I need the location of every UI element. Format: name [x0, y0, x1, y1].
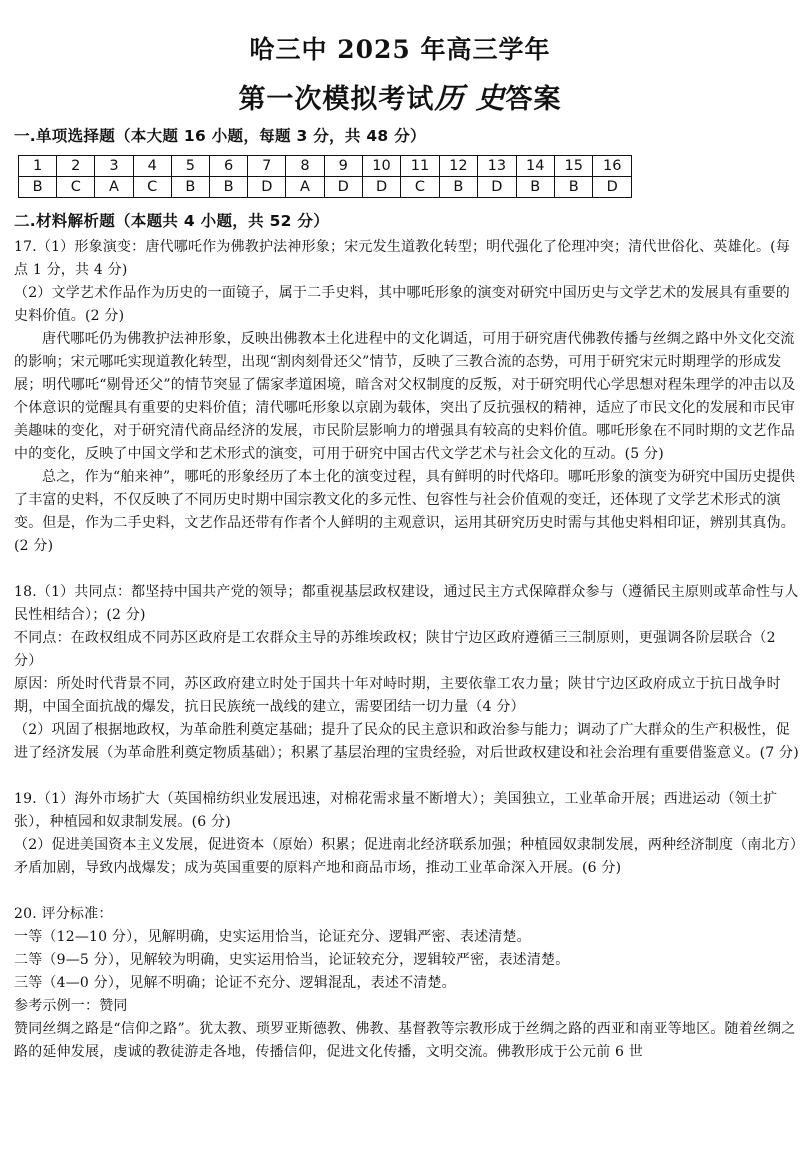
question-number: 10 — [362, 156, 400, 177]
question-number: 7 — [248, 156, 286, 177]
q18-reason: 原因：所处时代背景不同，苏区政府建立时处于国共十年对峙时期，主要依靠工农力量；陕甘宁边区政府成立于抗日战争时期，中国全面抗战的爆发，抗日民族统一战线的建立，需要团结一切力量（4 分） — [14, 676, 781, 715]
question-number: 3 — [95, 156, 133, 177]
q17-part2: （2）文学艺术作品作为历史的一面镜子，属于二手史料，其中哪吒形象的演变对研究中国历史与文学艺术的发展具有重要的史料价值。(2 分) — [14, 285, 790, 324]
title-part-answer: 答案 — [505, 84, 562, 115]
spacer — [14, 880, 800, 903]
answer-letter: B — [19, 177, 57, 198]
q20-grade3: 三等（4—0 分），见解不明确；论证不充分、逻辑混乱，表述不清楚。 — [14, 975, 456, 991]
answer-letter-row — [19, 177, 632, 198]
spacer — [14, 558, 800, 581]
question-number: 5 — [171, 156, 209, 177]
q20-grade1: 一等（12—10 分），见解明确，史实运用恰当，论证充分、逻辑严密、表述清楚。 — [14, 929, 531, 945]
question-number: 8 — [286, 156, 324, 177]
spacer — [14, 765, 800, 788]
answer-letter: A — [286, 177, 324, 198]
question-number: 11 — [401, 156, 439, 177]
answer-table — [18, 155, 632, 198]
question-number: 6 — [209, 156, 247, 177]
answer-letter: D — [324, 177, 362, 198]
answer-letter: D — [478, 177, 516, 198]
q17-analysis: 唐代哪吒仍为佛教护法神形象，反映出佛教本土化进程中的文化调适，可用于研究唐代佛教传播与丝绸之路中外文化交流的影响；宋元哪吒实现道教化转型，出现“割肉刻骨还父”情节，反映了三教合流的态势，可用于研究宋元时期理学的形成发展；明代哪吒“剔骨还父”的情节突显了儒家孝道困境，暗含对父权制度的反叛，对于研究明代心学思想对程朱理学的冲击以及个体意识的觉醒具有重要的史料价值；清代哪吒形象以京剧为载体，突出了反抗强权的精神，适应了市民文化的发展和市民审美趣味的变化，对于研究清代商品经济的发展，市民阶层影响力的增强具有较高的史料价值。哪吒形象在不同时期的文艺作品中的变化，反映了中国文学和艺术形式的演变，可用于研究中国古代文学艺术与社会文化的互动。(5 分) — [14, 331, 796, 462]
answer-letter: B — [439, 177, 477, 198]
q20-heading: 20. 评分标准： — [14, 906, 113, 922]
answer-letter: C — [133, 177, 171, 198]
q20-grade2: 二等（9—5 分），见解较为明确，史实运用恰当，论证较充分，逻辑较严密，表述清楚。 — [14, 952, 570, 968]
answer-letter: A — [95, 177, 133, 198]
question-number: 15 — [555, 156, 593, 177]
answer-letter: B — [171, 177, 209, 198]
answer-letter: B — [209, 177, 247, 198]
q18-part2: （2）巩固了根据地政权，为革命胜利奠定基础；提升了民众的民主意识和政治参与能力；调动了广大群众的生产积极性，促进了经济发展（为革命胜利奠定物质基础）；积累了基层治理的宝贵经验，对后世政权建设和社会治理有重要借鉴意义。(7 分) — [14, 722, 799, 761]
question-number: 4 — [133, 156, 171, 177]
q19-part2: （2）促进美国资本主义发展，促进资本（原始）积累；促进南北经济联系加强；种植园奴隶制发展，两种经济制度（南北方）矛盾加剧，导致内战爆发；成为英国重要的原料产地和商品市场，推动工业革命深入开展。(6 分) — [14, 837, 798, 876]
question-number: 1 — [19, 156, 57, 177]
answer-body — [14, 236, 800, 1064]
q18-part1: 18.（1）共同点：都坚持中国共产党的领导；都重视基层政权建设，通过民主方式保障群众参与（遵循民主原则或革命性与人民性相结合）；(2 分) — [14, 584, 799, 623]
page-title-line1: 哈三中 2025 年高三学年 — [249, 35, 551, 64]
answer-letter: C — [401, 177, 439, 198]
answer-letter: B — [555, 177, 593, 198]
answer-letter: B — [516, 177, 554, 198]
q17-part1: 17.（1）形象演变：唐代哪吒作为佛教护法神形象；宋元发生道教化转型；明代强化了伦理冲突；清代世俗化、英雄化。(每点 1 分，共 4 分) — [14, 239, 791, 278]
answer-letter: D — [593, 177, 632, 198]
q17-summary: 总之，作为“舶来神”，哪吒的形象经历了本土化的演变过程，具有鲜明的时代烙印。哪吒形象的演变为研究中国历史提供了丰富的史料，不仅反映了不同历史时期中国宗教文化的多元性、包容性与社会价值观的变迁，还体现了文学艺术形式的演变。但是，作为二手史料，文艺作品还带有作者个人鲜明的主观意识，运用其研究历史时需与其他史料相印证，辨别其真伪。(2 分) — [14, 469, 796, 554]
answer-letter: D — [248, 177, 286, 198]
answer-letter: D — [362, 177, 400, 198]
question-number: 13 — [478, 156, 516, 177]
title-part-subject: 历 史 — [434, 81, 506, 115]
title-part-exam: 第一次模拟考试 — [238, 84, 435, 115]
answer-number-row — [19, 156, 632, 177]
section2-heading: 二.材料解析题（本题共 4 小题，共 52 分） — [14, 212, 330, 230]
q18-difference: 不同点：在政权组成不同苏区政府是工农群众主导的苏维埃政权；陕甘宁边区政府遵循三三制原则，更强调各阶层联合（2 分） — [14, 630, 776, 669]
question-number: 12 — [439, 156, 477, 177]
q20-example-text: 赞同丝绸之路是“信仰之路”。犹太教、琐罗亚斯德教、佛教、基督教等宗教形成于丝绸之路的西亚和南亚等地区。随着丝绸之路的延伸发展，虔诚的教徒游走各地，传播信仰，促进文化传播，文明交流。佛教形成于公元前 6 世 — [14, 1021, 796, 1060]
question-number: 14 — [516, 156, 554, 177]
answer-letter: C — [57, 177, 95, 198]
q20-example-title: 参考示例一：赞同 — [14, 998, 128, 1014]
question-number: 16 — [593, 156, 632, 177]
question-number: 2 — [57, 156, 95, 177]
q19-part1: 19.（1）海外市场扩大（英国棉纺织业发展迅速，对棉花需求量不断增大）；美国独立，工业革命开展；西进运动（领土扩张），种植园和奴隶制发展。(6 分) — [14, 791, 778, 830]
question-number: 9 — [324, 156, 362, 177]
section1-heading: 一.单项选择题（本大题 16 小题，每题 3 分，共 48 分） — [14, 127, 426, 145]
page-title-line2 — [0, 76, 800, 117]
